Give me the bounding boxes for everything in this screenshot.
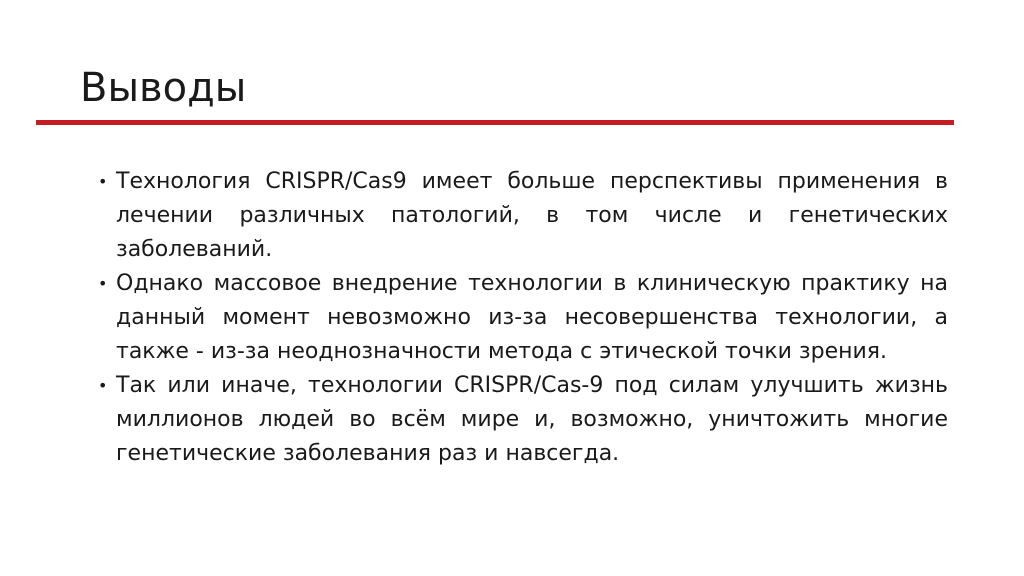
title-underline [36,120,954,125]
bullet-dot-icon: • [98,172,108,191]
bullet-item-1 [96,165,948,267]
bullet-item-3 [96,369,948,471]
bullet-dot-icon: • [98,376,108,395]
bullet-text-1: Технология CRISPR/Cas9 имеет больше перспективы применения в лечении различных патологий, в том числе и генетических заболеваний. [116,169,948,262]
bullet-text-2: Однако массовое внедрение технологии в клиническую практику на данный момент невозможно из-за несовершенства технологии, а также - из-за неоднозначности метода с этической точки зрения. [116,271,948,364]
slide-title: Выводы [80,65,247,111]
bullet-item-2 [96,267,948,369]
bullet-dot-icon: • [98,274,108,293]
bullet-text-3: Так или иначе, технологии CRISPR/Cas-9 под силам улучшить жизнь миллионов людей во всём мире и, возможно, уничтожить многие генетические заболевания раз и навсегда. [116,373,948,466]
bullet-list [96,165,948,471]
